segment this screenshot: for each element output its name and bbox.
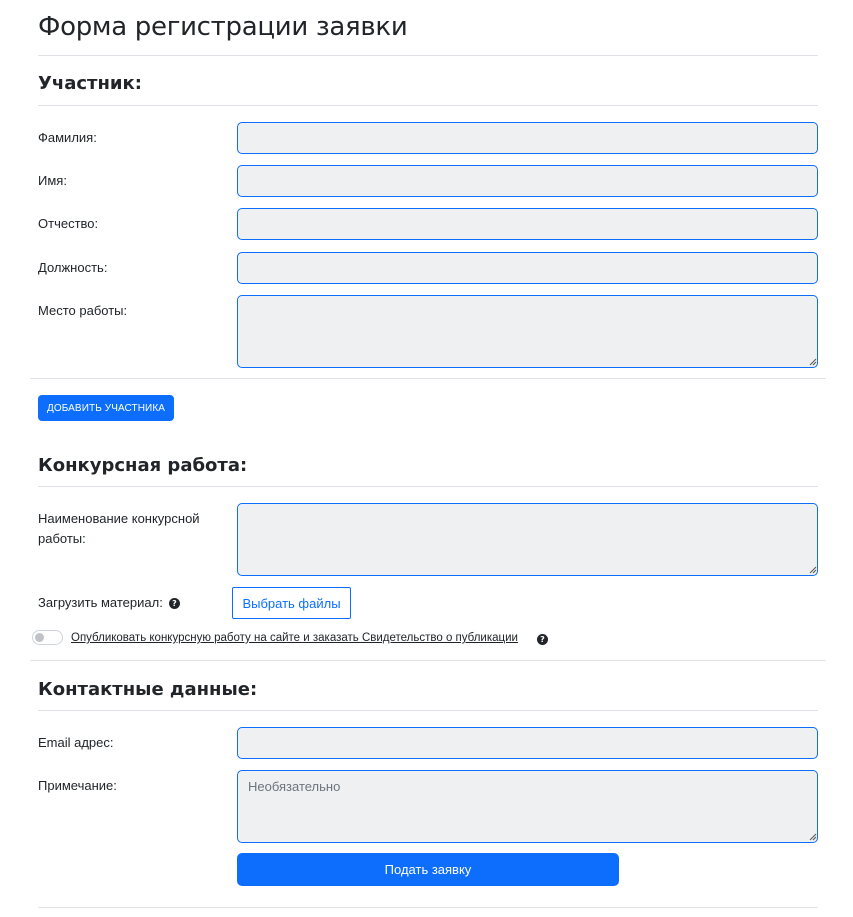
contacts-divider — [38, 710, 818, 711]
resize-handle-icon[interactable] — [808, 565, 817, 574]
first-name-label: Имя: — [38, 173, 67, 188]
page-title: Форма регистрации заявки — [38, 12, 408, 42]
email-input[interactable] — [237, 727, 818, 759]
surname-input[interactable] — [237, 122, 818, 154]
email-label: Email адрес: — [38, 735, 114, 750]
workplace-textarea[interactable] — [237, 295, 818, 368]
surname-label: Фамилия: — [38, 130, 97, 145]
publish-toggle[interactable] — [32, 630, 63, 645]
position-input[interactable] — [237, 252, 818, 284]
position-label: Должность: — [38, 260, 108, 275]
note-label: Примечание: — [38, 778, 117, 793]
work-name-label: Наименование конкурсной работы: — [38, 511, 200, 546]
work-heading: Конкурсная работа: — [38, 455, 248, 476]
patronymic-label: Отчество: — [38, 216, 99, 231]
toggle-knob — [35, 633, 44, 642]
note-placeholder: Необязательно — [248, 779, 341, 794]
work-divider — [38, 486, 818, 487]
first-name-input[interactable] — [237, 165, 818, 197]
participant-bottom-divider — [30, 378, 826, 379]
publish-link[interactable]: Опубликовать конкурсную работу на сайте и заказать Свидетельство о публикации — [71, 632, 518, 644]
work-bottom-divider — [30, 660, 826, 661]
resize-handle-icon[interactable] — [808, 357, 817, 366]
choose-files-button[interactable]: Выбрать файлы — [232, 587, 351, 619]
patronymic-input[interactable] — [237, 208, 818, 240]
add-participant-button[interactable]: ДОБАВИТЬ УЧАСТНИКА — [38, 395, 174, 421]
contacts-heading: Контактные данные: — [38, 679, 258, 700]
work-name-textarea[interactable] — [237, 503, 818, 576]
question-circle-icon[interactable]: ? — [169, 598, 180, 609]
question-circle-icon[interactable]: ? — [537, 634, 548, 645]
bottom-divider — [38, 907, 818, 908]
title-divider — [38, 55, 818, 56]
participant-heading: Участник: — [38, 73, 142, 94]
participant-divider — [38, 105, 818, 106]
submit-button[interactable]: Подать заявку — [237, 853, 619, 886]
resize-handle-icon[interactable] — [808, 832, 817, 841]
upload-label: Загрузить материал: — [38, 595, 163, 610]
workplace-label: Место работы: — [38, 303, 128, 318]
note-textarea[interactable] — [237, 770, 818, 843]
